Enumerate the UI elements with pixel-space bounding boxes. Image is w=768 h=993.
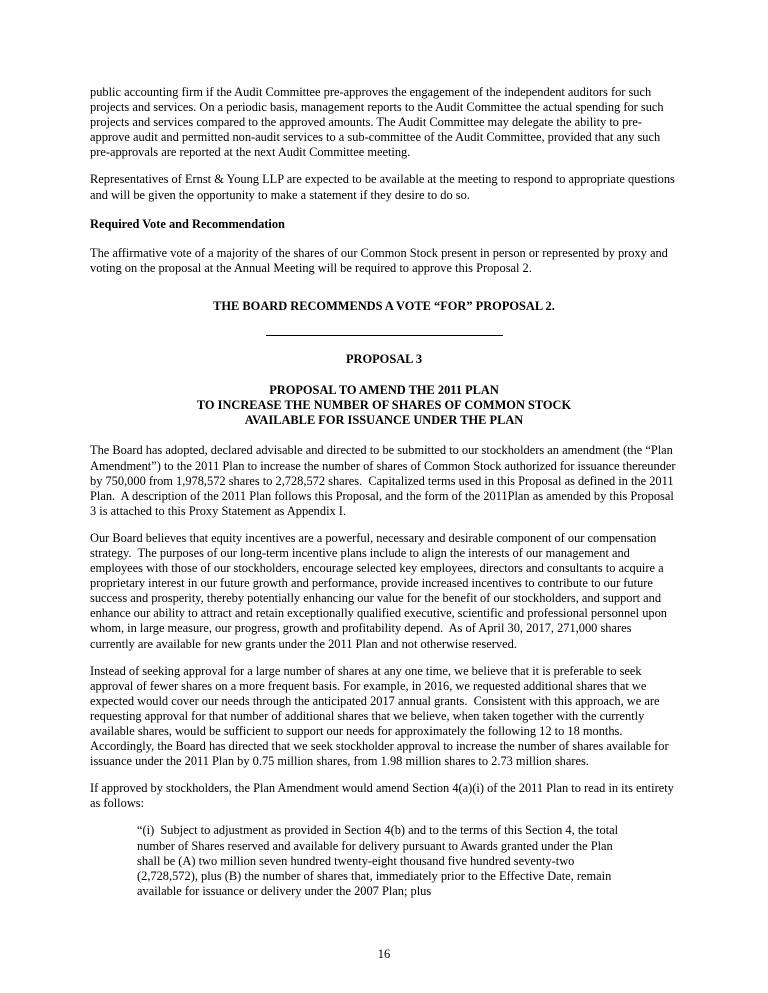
proposal3-title — [90, 383, 678, 428]
blockquote-section-4ai: “(i) Subject to adjustment as provided in Section 4(b) and to the terms of this Section 4, the total number of Shares reserved and available for delivery pursuant to Awards granted under the Plan shall be (A) two million seven hundred twenty-eight thousand five hundred seventy-two (2,728,572), plus (B) the number of shares that, immediately prior to the Effective Date, remain available for issuance or delivery under the 2007 Plan; plus — [137, 823, 622, 898]
horizontal-divider — [266, 335, 503, 336]
heading-required-vote: Required Vote and Recommendation — [90, 216, 285, 231]
board-recommendation-statement: THE BOARD RECOMMENDS A VOTE “FOR” PROPOSAL 2. — [213, 298, 555, 313]
page-number: 16 — [377, 946, 391, 961]
para-affirmative-vote: The affirmative vote of a majority of the shares of our Common Stock present in person or represented by proxy and voting on the proposal at the Annual Meeting will be required to approve this Proposal 2. — [90, 245, 671, 275]
proposal3-title-line3: AVAILABLE FOR ISSUANCE UNDER THE PLAN — [244, 413, 524, 428]
para-instead-of-seeking: Instead of seeking approval for a large number of shares at any one time, we believe that it is preferable to seek approval of fewer shares on a more frequent basis. For example, in 2016, we requested additional shares that we expected would cover our needs through the anticipated 2017 annual grants. Consistent with this approach, we are requesting approval for that number of additional shares that we believe, when taken together with the currently available shares, would be sufficient to support our needs for approximately the following 12 to 18 months. Accordingly, the Board has directed that we seek stockholder approval to increase the number of shares available for issuance under the 2011 Plan by 0.75 million shares, from 1.98 million shares to 2.73 million shares. — [90, 663, 672, 769]
para-preapproval: public accounting firm if the Audit Committee pre-approves the engagement of the independent auditors for such projects and services. On a periodic basis, management reports to the Audit Committee the actual spending for such projects and services compared to the approved amounts. The Audit Committee may delegate the ability to pre-approve audit and permitted non-audit services to a sub-committee of the Audit Committee, provided that any such pre-approvals are reported at the next Audit Committee meeting. — [90, 85, 667, 160]
proposal3-heading: PROPOSAL 3 — [345, 352, 423, 367]
proposal3-title-line2: TO INCREASE THE NUMBER OF SHARES OF COMMON STOCK — [196, 398, 572, 413]
proposal3-title-line1: PROPOSAL TO AMEND THE 2011 PLAN — [269, 383, 499, 398]
para-board-adopted: The Board has adopted, declared advisable and directed to be submitted to our stockholders an amendment (the “Plan Amendment”) to the 2011 Plan to increase the number of shares of Common Stock authorized for issuance thereunder by 750,000 from 1,978,572 shares to 2,728,572 shares. Capitalized terms used in this Proposal as defined in the 2011 Plan. A description of the 2011 Plan follows this Proposal, and the form of the 2011Plan as amended by this Proposal 3 is attached to this Proxy Statement as Appendix I. — [90, 443, 679, 518]
para-if-approved: If approved by stockholders, the Plan Amendment would amend Section 4(a)(i) of the 2011 Plan to read in its entirety as follows: — [90, 781, 677, 811]
para-representatives: Representatives of Ernst & Young LLP are expected to be available at the meeting to respond to appropriate questions and will be given the opportunity to make a statement if they desire to do so. — [90, 172, 678, 202]
para-board-believes: Our Board believes that equity incentives are a powerful, necessary and desirable component of our compensation strategy. The purposes of our long-term incentive plans include to align the interests of our management and employees with those of our stockholders, encourage selected key employees, directors and consultants to acquire a proprietary interest in our future growth and performance, provide increased incentives to contribute to our future success and prosperity, thereby potentially enhancing our value for the benefit of our stockholders, and support and enhance our ability to attract and retain exceptionally qualified executive, scientific and professional personnel upon whom, in large measure, our progress, growth and profitability depend. As of April 30, 2017, 271,000 shares currently are available for new grants under the 2011 Plan and not otherwise reserved. — [90, 530, 671, 651]
